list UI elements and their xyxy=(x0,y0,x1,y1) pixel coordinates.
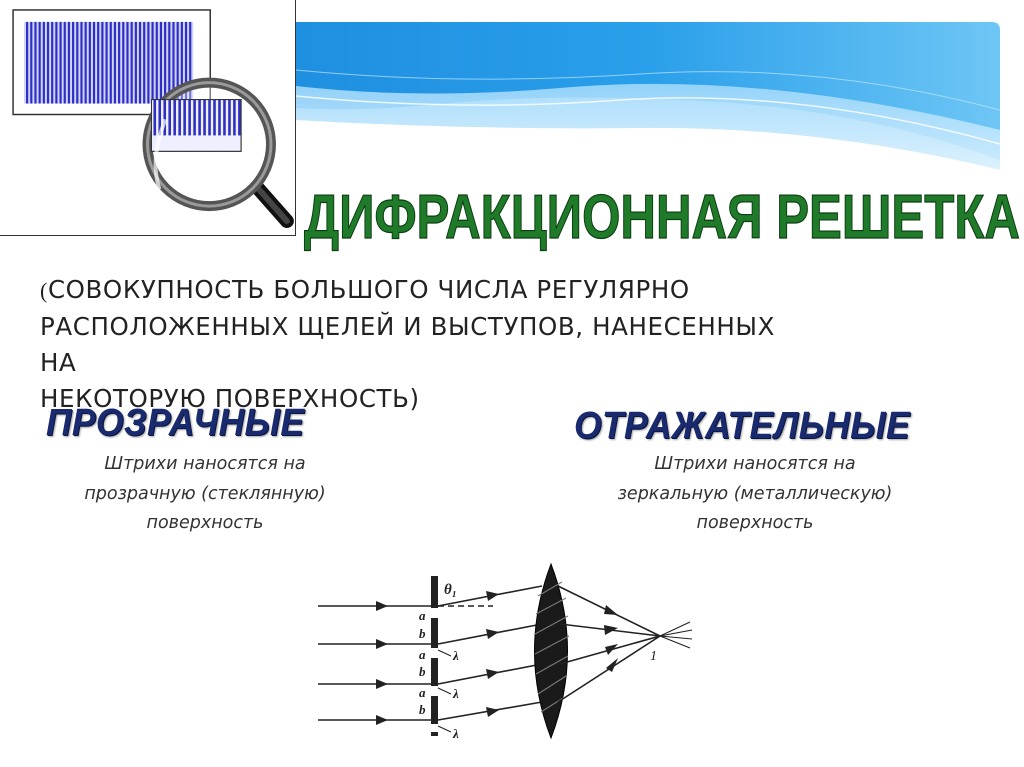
grating-stripe xyxy=(131,22,133,104)
grating-stripe xyxy=(76,22,78,104)
magnified-stripe xyxy=(153,100,156,136)
grating-stripe xyxy=(47,22,49,104)
grating-stripe xyxy=(39,22,41,104)
grating-stripe xyxy=(114,22,116,104)
grating-stripe xyxy=(160,22,162,104)
slit-label: b xyxy=(419,702,426,717)
grating-lens-diagram xyxy=(288,556,754,746)
wavelength-labels xyxy=(452,648,459,741)
grating-stripe xyxy=(118,22,120,104)
angle-label: θ₁ xyxy=(444,582,458,598)
grating-stripe xyxy=(126,22,128,104)
focus-label: 1 xyxy=(650,649,657,664)
reflective-description: Штрихи наносятся на зеркальную (металлическую) поверхность xyxy=(617,454,893,533)
magnified-stripe xyxy=(193,100,196,136)
grating-stripe xyxy=(97,22,99,104)
slit-label: b xyxy=(419,626,426,641)
grating-stripe xyxy=(135,22,137,104)
magnified-stripe xyxy=(238,100,241,136)
incident-arrowheads xyxy=(376,601,388,725)
svg-text:ДИФРАКЦИОННАЯ РЕШЕТКА: ДИФРАКЦИОННАЯ РЕШЕТКА xyxy=(304,183,1020,252)
focus-fan xyxy=(660,622,692,648)
magnified-stripe xyxy=(228,100,231,136)
incident-rays xyxy=(318,606,431,720)
magnified-stripe xyxy=(208,100,211,136)
slit-label: a xyxy=(419,608,426,623)
grating-stripe xyxy=(143,22,145,104)
grating-stripe xyxy=(139,22,141,104)
wavelength-label: λ xyxy=(453,726,459,741)
slit-label: b xyxy=(419,664,426,679)
reflective-heading: ОТРАЖАТЕЛЬНЫЕ xyxy=(574,405,911,447)
slide-title xyxy=(300,172,1024,252)
magnified-stripe xyxy=(178,100,181,136)
definition-open-paren: ( xyxy=(40,278,48,303)
grating-stripe xyxy=(72,22,74,104)
slit-label: a xyxy=(419,647,426,662)
grating-stripe xyxy=(105,22,107,104)
grating-stripe xyxy=(164,22,166,104)
magnified-stripe xyxy=(203,100,206,136)
grating-area xyxy=(24,22,193,104)
grating-stripe xyxy=(147,22,149,104)
grating-stripe xyxy=(55,22,57,104)
slit-label: a xyxy=(419,685,426,700)
converging-rays xyxy=(558,586,660,702)
grating-stripe xyxy=(110,22,112,104)
magnified-stripe xyxy=(183,100,186,136)
magnified-stripe xyxy=(198,100,201,136)
magnified-stripe xyxy=(233,100,236,136)
transparent-heading: ПРОЗРАЧНЫЕ xyxy=(46,402,305,444)
wavelength-label: λ xyxy=(453,686,459,701)
definition-line-3: НЕКОТОРУЮ ПОВЕРХНОСТЬ) xyxy=(40,384,420,413)
magnified-stripe xyxy=(163,100,166,136)
grating-stripe xyxy=(93,22,95,104)
grating-stripe xyxy=(34,22,36,104)
magnified-stripe xyxy=(188,100,191,136)
grating-stripe xyxy=(30,22,32,104)
grating-stripe xyxy=(122,22,124,104)
grating-stripe xyxy=(43,22,45,104)
grating-stripe xyxy=(59,22,61,104)
definition-line-2: РАСПОЛОЖЕННЫХ ЩЕЛЕЙ И ВЫСТУПОВ, НАНЕСЕННЫХ НА xyxy=(40,312,776,377)
definition-text xyxy=(40,272,780,417)
slit-labels xyxy=(419,608,426,717)
grating-stripe xyxy=(64,22,66,104)
wavelength-label: λ xyxy=(453,648,459,663)
magnified-stripe xyxy=(168,100,171,136)
grating-magnifier-illustration xyxy=(0,0,296,236)
grating-stripe xyxy=(26,22,28,104)
transparent-description: Штрихи наносятся на прозрачную (стеклянную) поверхность xyxy=(84,454,326,533)
grating-stripe xyxy=(68,22,70,104)
magnifier-icon xyxy=(148,83,287,221)
magnified-stripe xyxy=(223,100,226,136)
definition-line-1: (СОВОКУПНОСТЬ БОЛЬШОГО ЧИСЛА РЕГУЛЯРНО xyxy=(40,275,690,304)
grating-stripe xyxy=(101,22,103,104)
grating-stripe xyxy=(151,22,153,104)
grating-stripe xyxy=(80,22,82,104)
grating-stripe xyxy=(156,22,158,104)
magnified-stripe xyxy=(218,100,221,136)
magnified-stripe xyxy=(213,100,216,136)
magnified-stripe xyxy=(173,100,176,136)
grating-stripe xyxy=(51,22,53,104)
grating-stripe xyxy=(85,22,87,104)
diffracted-arrowheads xyxy=(486,591,499,717)
grating-stripe xyxy=(89,22,91,104)
